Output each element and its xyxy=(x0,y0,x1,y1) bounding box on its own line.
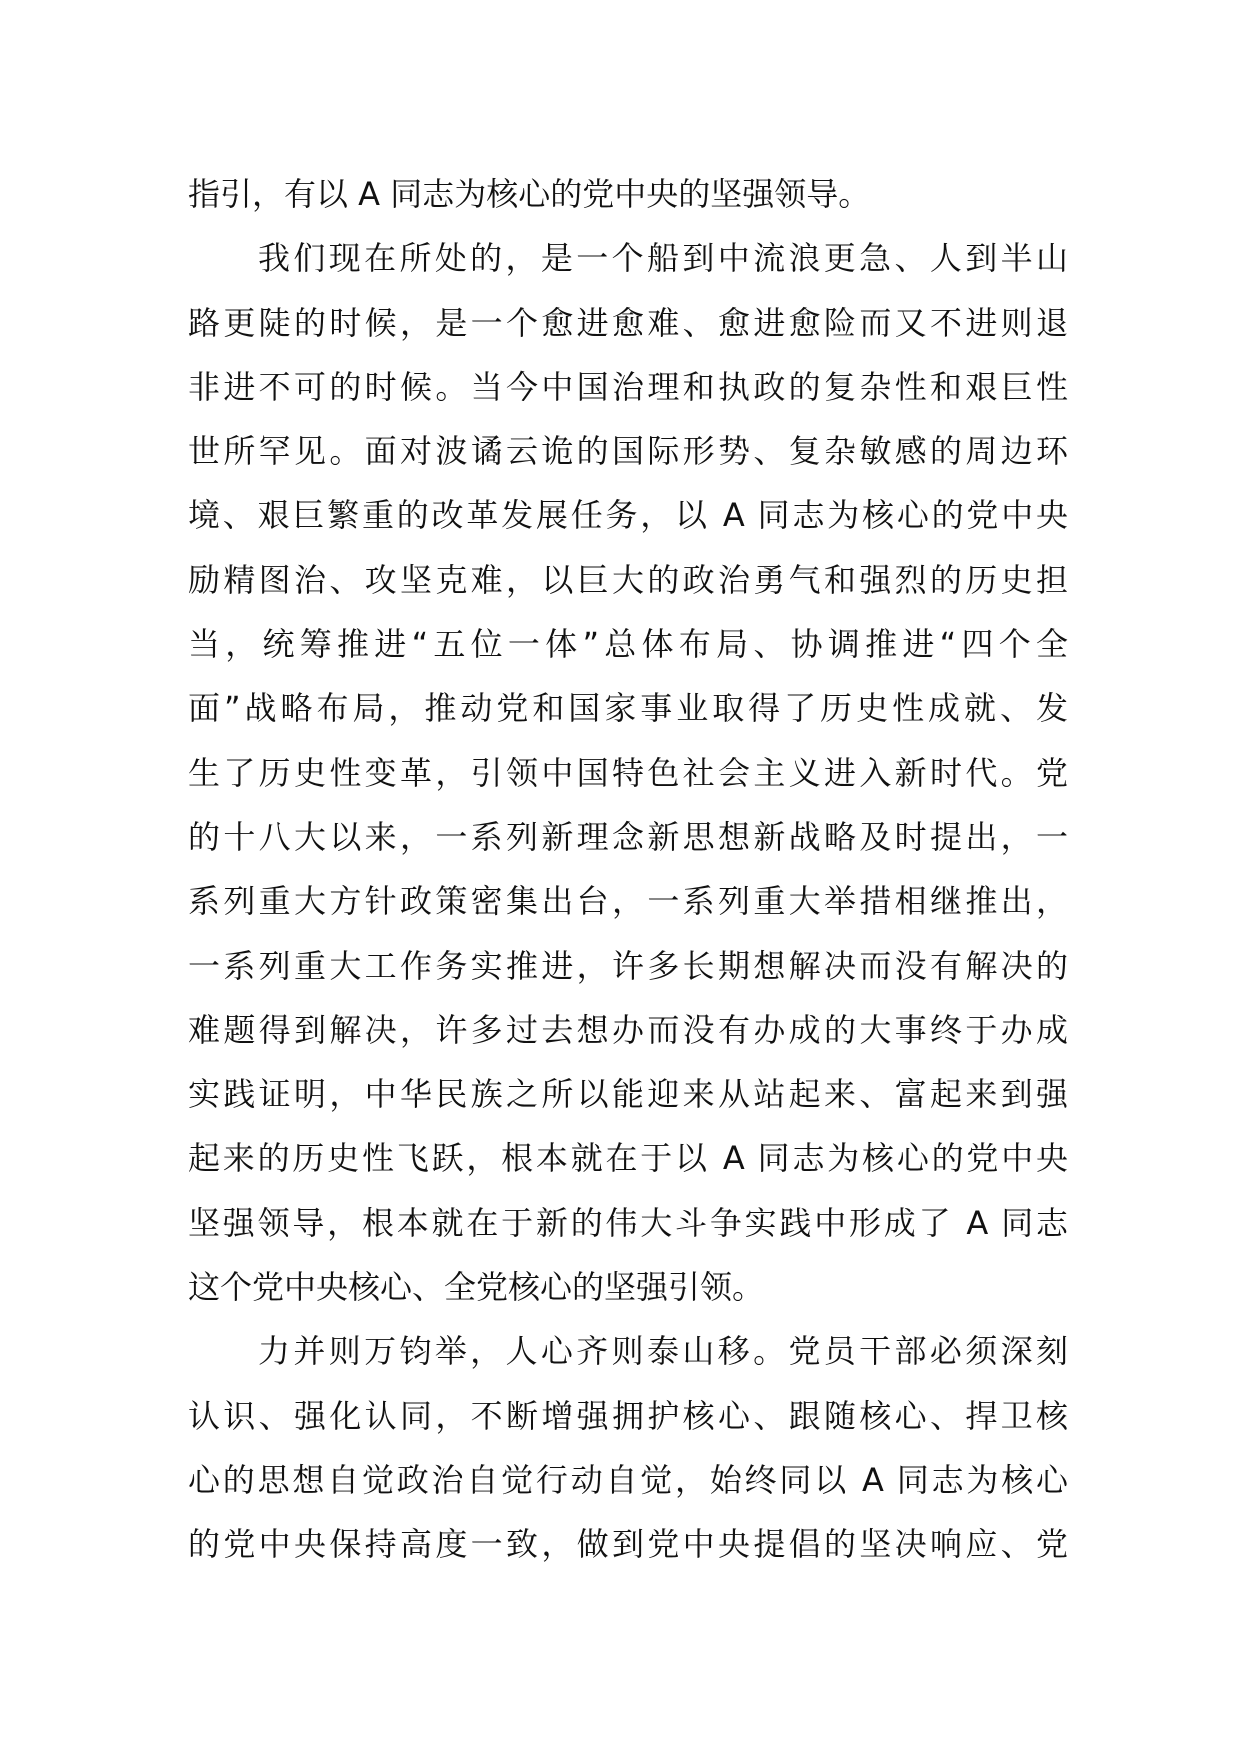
text-line: 实践证明，中华民族之所以能迎来从站起来、富起来到强 xyxy=(188,1075,1068,1114)
paragraph-first-line: 力并则万钧举，人心齐则泰山移。党员干部必须深刻 xyxy=(258,1332,1068,1371)
text-line: 励精图治、攻坚克难，以巨大的政治勇气和强烈的历史担 xyxy=(188,560,1068,599)
text-line: 心的思想自觉政治自觉行动自觉，始终同以 A 同志为核心 xyxy=(188,1460,1068,1499)
text-line: 这个党中央核心、全党核心的坚强引领。 xyxy=(188,1268,765,1307)
text-line: 非进不可的时候。当今中国治理和执政的复杂性和艰巨性 xyxy=(188,367,1068,406)
text-line: 面”战略布局，推动党和国家事业取得了历史性成就、发 xyxy=(188,689,1068,728)
text-line: 生了历史性变革，引领中国特色社会主义进入新时代。党 xyxy=(188,753,1068,792)
text-line: 世所罕见。面对波谲云诡的国际形势、复杂敏感的周边环 xyxy=(188,432,1068,471)
text-line: 难题得到解决，许多过去想办而没有办成的大事终于办成 xyxy=(188,1010,1068,1049)
text-line: 坚强领导，根本就在于新的伟大斗争实践中形成了 A 同志 xyxy=(188,1203,1068,1242)
body-text xyxy=(188,162,1068,1577)
text-line: 一系列重大工作务实推进，许多长期想解决而没有解决的 xyxy=(188,946,1068,985)
text-line: 境、艰巨繁重的改革发展任务，以 A 同志为核心的党中央 xyxy=(188,496,1068,535)
paragraph-first-line: 我们现在所处的，是一个船到中流浪更急、人到半山 xyxy=(258,239,1068,278)
text-line: 路更陡的时候，是一个愈进愈难、愈进愈险而又不进则退 xyxy=(188,303,1068,342)
text-line: 起来的历史性飞跃，根本就在于以 A 同志为核心的党中央 xyxy=(188,1139,1068,1178)
text-line: 系列重大方针政策密集出台，一系列重大举措相继推出， xyxy=(188,882,1068,921)
text-line: 指引，有以 A 同志为核心的党中央的坚强领导。 xyxy=(188,175,871,213)
text-line: 的党中央保持高度一致，做到党中央提倡的坚决响应、党 xyxy=(188,1525,1068,1564)
text-line: 当，统筹推进“五位一体”总体布局、协调推进“四个全 xyxy=(188,625,1068,664)
text-line: 的十八大以来，一系列新理念新思想新战略及时提出，一 xyxy=(188,817,1068,856)
text-line: 认识、强化认同，不断增强拥护核心、跟随核心、捍卫核 xyxy=(188,1396,1068,1435)
